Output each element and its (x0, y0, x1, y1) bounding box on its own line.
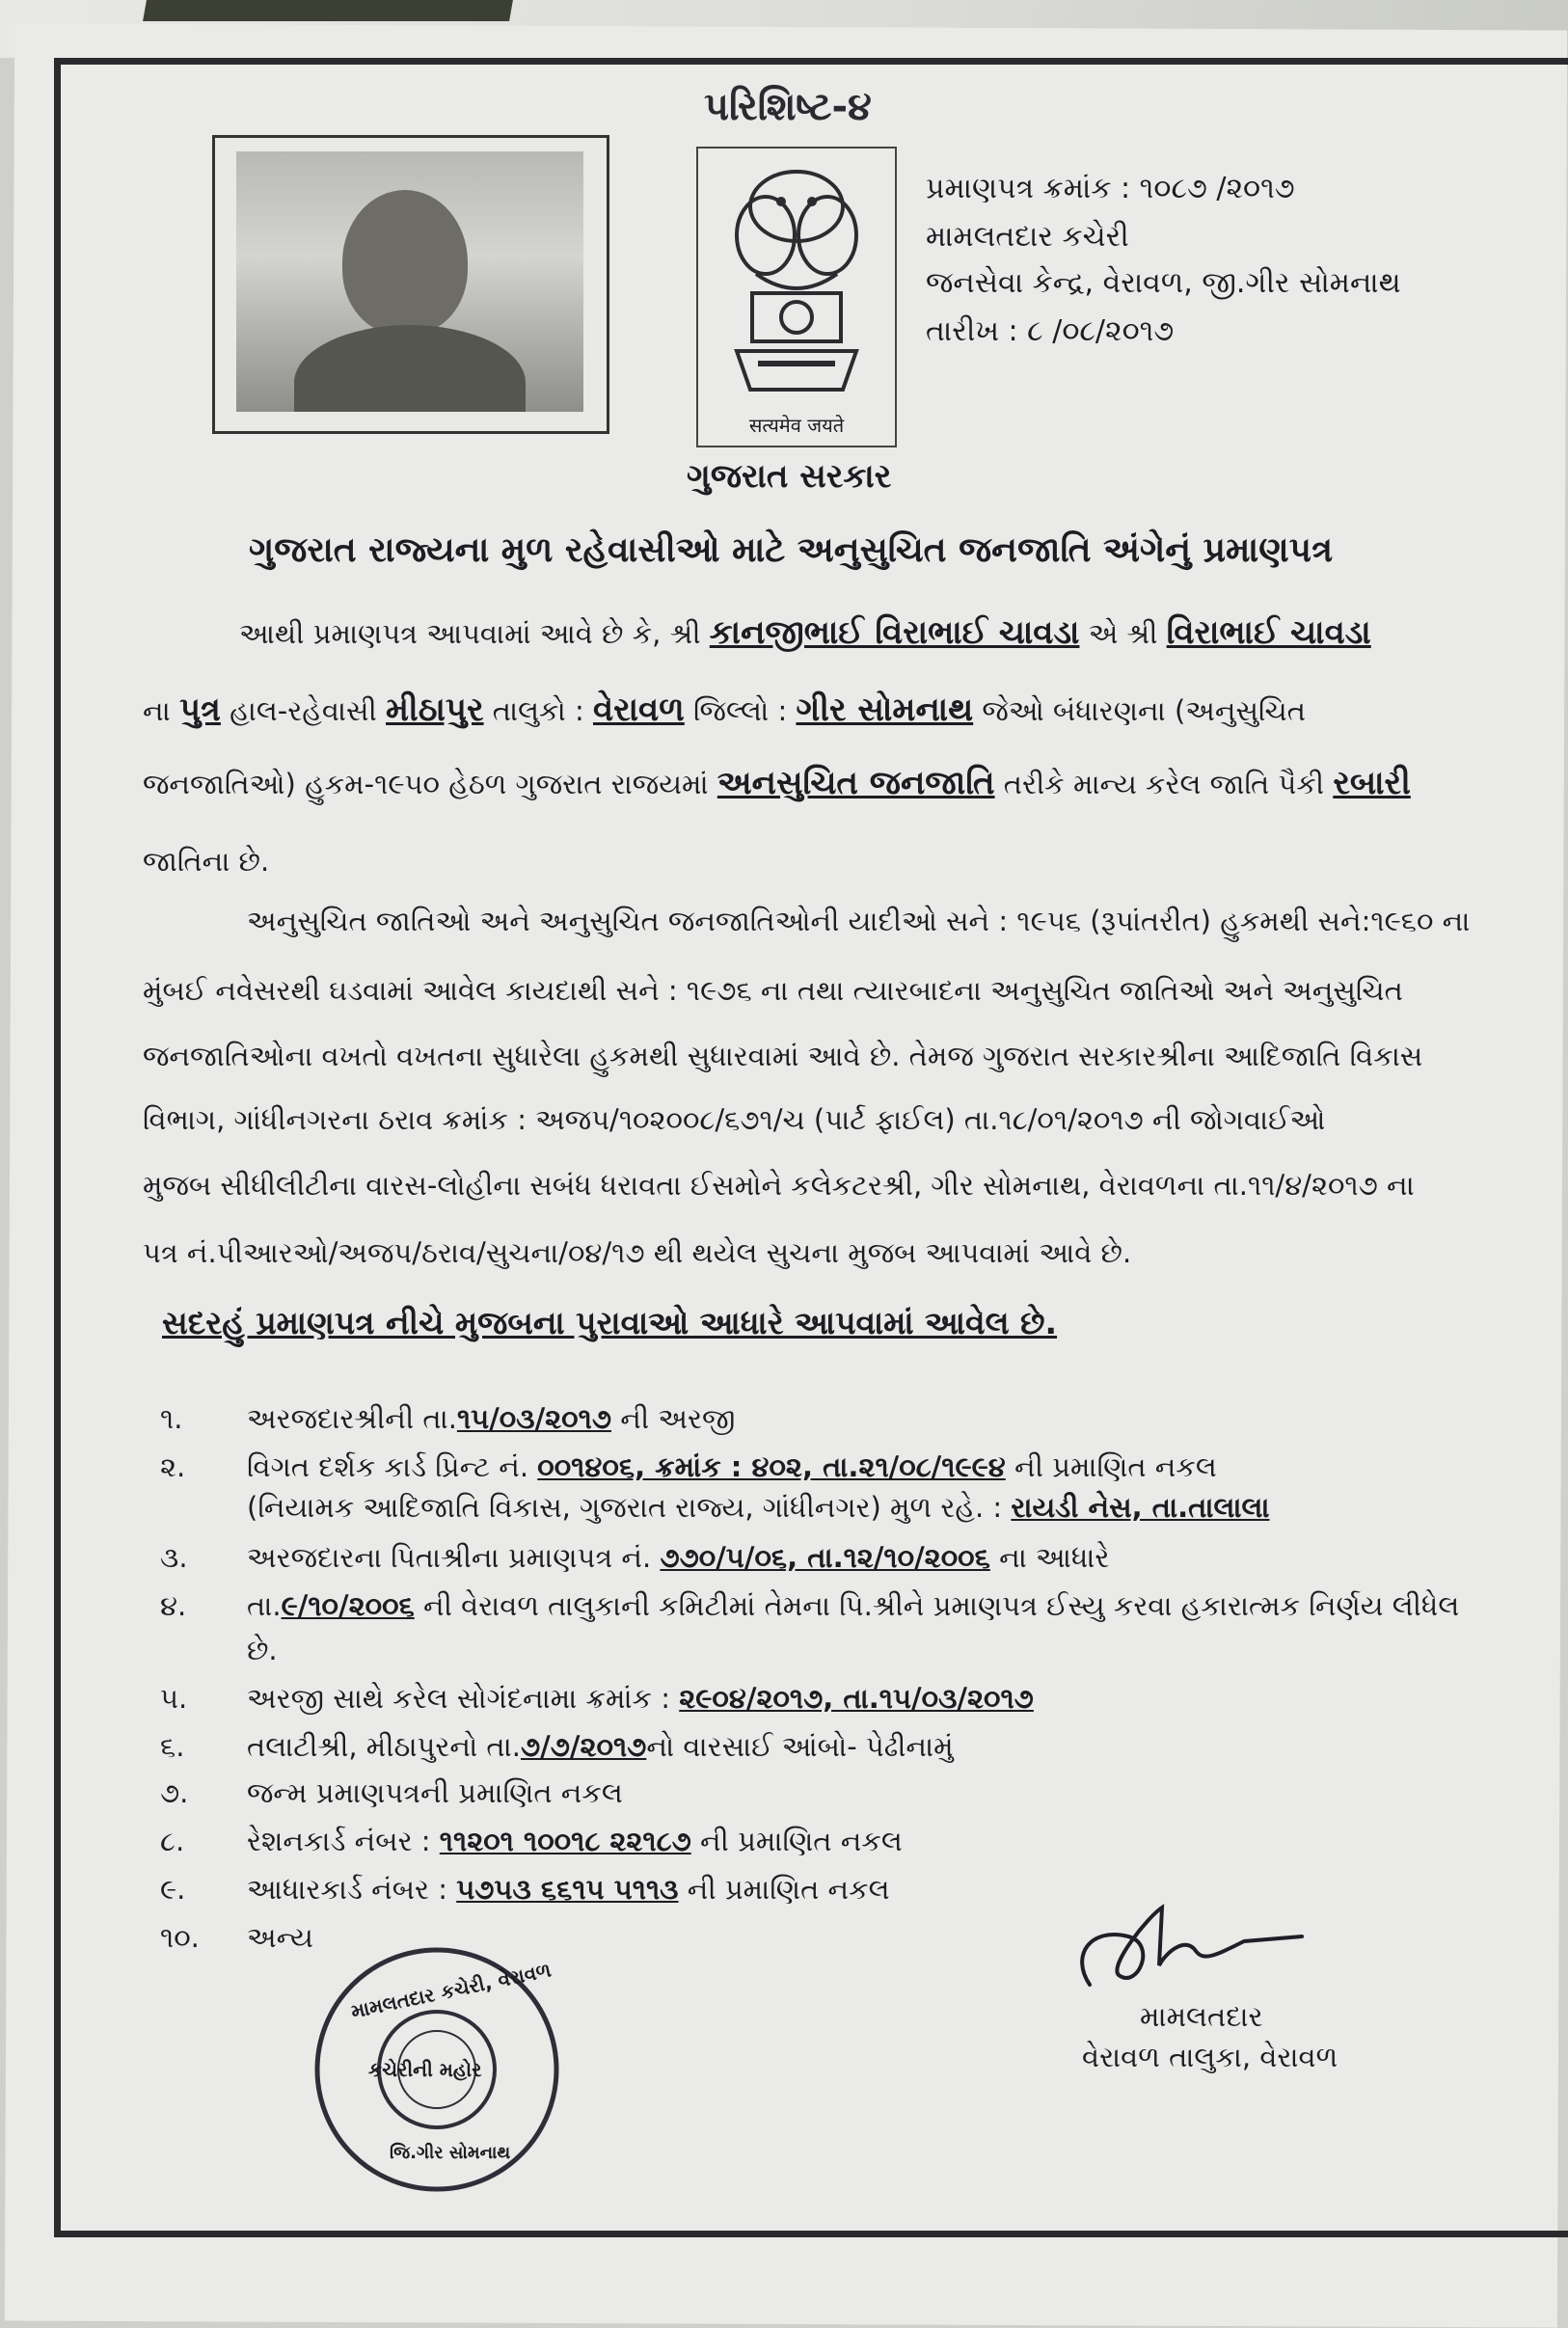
body-line: અનુસુચિત જાતિઓ અને અનુસુચિત જનજાતિઓની યાદીઓ સને : ૧૯૫૬ (રૂપાંતરીત) હુકમથી સને:૧૯૬૦ ના (247, 905, 1471, 937)
line-text: જનજાતિઓ) હુકમ-૧૯૫૦ હેઠળ ગુજરાત રાજયમાં (143, 768, 709, 800)
body-line: મુંબઈ નવેસરથી ઘડવામાં આવેલ કાયદાથી સને : ૧૯૭૬ ના તથા ત્યારબાદના અનુસુચિત જાતિઓ અને અનુસુચિત (143, 974, 1403, 1007)
line-text: તાલુકો : (492, 694, 584, 727)
item-number: ૨. (160, 1450, 186, 1483)
signatory-office: વેરાવળ તાલુકા, વેરાવળ (1082, 2041, 1338, 2073)
lion-capital-icon (698, 149, 895, 446)
item-number: ૪. (160, 1589, 187, 1622)
line-text: એ શ્રી (1088, 617, 1158, 650)
item-text: તા.૯/૧૦/૨૦૦૬ ની વેરાવળ તાલુકાની કમિટીમાં તેમના પિ.શ્રીને પ્રમાણપત્ર ઈસ્યુ કરવા હકારાત્મક નિર્ણય લીધેલ (247, 1589, 1460, 1622)
office-address: જનસેવા કેન્દ્ર, વેરાવળ, જી.ગીર સોમનાથ (926, 266, 1401, 300)
item-number: ૧૦. (160, 1921, 200, 1954)
applicant-name: કાનજીભાઈ વિરાભાઈ ચાવડા (709, 613, 1080, 652)
item-number: ૩. (160, 1541, 188, 1574)
village: મીઠાપુર (386, 690, 484, 729)
photo-image (236, 151, 583, 412)
father-name: વિરાભાઈ ચાવડા (1166, 613, 1371, 652)
office-seal (311, 1946, 563, 2193)
certificate-line-1 (239, 613, 1371, 652)
item-number: ૫. (160, 1682, 188, 1715)
item-number: ૮. (160, 1825, 185, 1857)
state-emblem (696, 147, 897, 447)
body-line: મુજબ સીધીલીટીના વારસ-લોહીના સબંધ ધરાવતા ઈસમોને કલેકટરશ્રી, ગીર સોમનાથ, વેરાવળના તા.૧૧/૪/૨૦૧૭ ના (143, 1169, 1415, 1202)
item-text: અરજદારશ્રીની તા.૧૫/૦૩/૨૦૧૭ ની અરજી (247, 1402, 736, 1435)
line-text: આથી પ્રમાણપત્ર આપવામાં આવે છે કે, શ્રી (239, 617, 701, 650)
certificate-number: પ્રમાણપત્ર ક્રમાંક : ૧૦૮૭ /૨૦૧૭ (926, 172, 1295, 205)
item-text: આધારકાર્ડ નંબર : ૫૭૫૩ ૬૬૧૫ ૫૧૧૩ ની પ્રમાણિત નકલ (247, 1873, 890, 1906)
body-line: જનજાતિઓના વખતો વખતના સુધારેલા હુકમથી સુધારવામાં આવે છે. તેમજ ગુજરાત સરકારશ્રીના આદિજાતિ વિકાસ (143, 1040, 1423, 1072)
relation: પુત્ર (178, 690, 221, 729)
photo-head-shape (342, 190, 468, 335)
item-text: વિગત દર્શક કાર્ડ પ્રિન્ટ નં. ૦૦૧૪૦૬, ક્રમાંક : ૪૦૨, તા.૨૧/૦૮/૧૯૯૪ ની પ્રમાણિત નકલ (247, 1450, 1217, 1483)
emblem-motto: सत्यमेव जयते (748, 414, 845, 437)
signature-icon (1070, 1898, 1321, 2004)
photo-body-shape (294, 325, 526, 412)
item-text: અન્ય (247, 1921, 313, 1954)
category: અનસુચિત જનજાતિ (716, 764, 995, 802)
caste: રબારી (1333, 764, 1411, 802)
district: ગીર સોમનાથ (796, 690, 974, 729)
taluka: વેરાવળ (592, 690, 685, 729)
item-number: ૬. (160, 1730, 185, 1763)
item-text: અરજદારના પિતાશ્રીના પ્રમાણપત્ર નં. ૭૭૦/૫/૦૬, તા.૧૨/૧૦/૨૦૦૬ ના આધારે (247, 1541, 1110, 1574)
issuing-office: મામલતદાર કચેરી (926, 220, 1129, 254)
item-number: ૯. (160, 1873, 186, 1906)
line-text: તરીકે માન્ય કરેલ જાતિ પૈકી (1003, 768, 1325, 800)
issue-date: તારીખ : ૮ /૦૮/૨૦૧૭ (926, 314, 1175, 348)
item-text: (નિયામક આદિજાતિ વિકાસ, ગુજરાત રાજ્ય, ગાંધીનગર) મુળ રહે. : રાયડી નેસ, તા.તાલાલા (247, 1491, 1270, 1524)
item-text: અરજી સાથે કરેલ સોગંદનામા ક્રમાંક : ૨૯૦૪/૨૦૧૭, તા.૧૫/૦૩/૨૦૧૭ (247, 1682, 1034, 1715)
seal-center-text: કચેરીની મહોર (368, 2058, 482, 2081)
item-number: ૭. (160, 1776, 189, 1809)
line-text: જેઓ બંધારણના (અનુસુચિત (982, 694, 1306, 727)
body-line: વિભાગ, ગાંધીનગરના ઠરાવ ક્રમાંક : અજપ/૧૦૨૦૦૮/૬૭૧/ચ (પાર્ટ ફાઈલ) તા.૧૮/૦૧/૨૦૧૭ ની જોગવાઈઓ (143, 1103, 1326, 1136)
item-text: છે. (247, 1634, 278, 1666)
line-text: જિલ્લો : (692, 694, 788, 727)
body-line: પત્ર નં.પીઆરઓ/અજપ/ઠરાવ/સુચના/૦૪/૧૭ થી થયેલ સુચના મુજબ આપવામાં આવે છે. (143, 1236, 1132, 1269)
certificate-title: ગુજરાત રાજ્યના મુળ રહેવાસીઓ માટે અનુસુચિત જનજાતિ અંગેનું પ્રમાણપત્ર (249, 530, 1334, 570)
item-text: જન્મ પ્રમાણપત્રની પ્રમાણિત નકલ (247, 1776, 623, 1809)
line-text: ના (143, 694, 171, 727)
seal-ring-text: મામલતદાર કચેરી, વેરાવળ (348, 1958, 554, 2023)
certificate-line-4: જાતિના છે. (143, 845, 270, 878)
certificate-line-3 (143, 764, 1411, 802)
line-text: હાલ-રહેવાસી (230, 694, 377, 727)
signatory-designation: મામલતદાર (1140, 2000, 1263, 2033)
annex-heading: પરિશિષ્ટ-૪ (704, 85, 872, 129)
background-object (143, 0, 513, 21)
certificate-line-2 (143, 690, 1306, 729)
item-text: તલાટીશ્રી, મીઠાપુરનો તા.૭/૭/૨૦૧૭નો વારસાઈ આંબો- પેઢીનામું (247, 1730, 954, 1763)
item-text: રેશનકાર્ડ નંબર : ૧૧૨૦૧ ૧૦૦૧૮ ૨૨૧૮૭ ની પ્રમાણિત નકલ (247, 1825, 903, 1857)
seal-bottom-text: જિ.ગીર સોમનાથ (390, 2143, 511, 2163)
applicant-photo (212, 135, 609, 434)
item-number: ૧. (160, 1402, 183, 1435)
evidence-heading: સદરહું પ્રમાણપત્ર નીચે મુજબના પુરાવાઓ આધારે આપવામાં આવેલ છે. (162, 1304, 1058, 1341)
government-label: ગુજરાત સરકાર (687, 457, 892, 496)
